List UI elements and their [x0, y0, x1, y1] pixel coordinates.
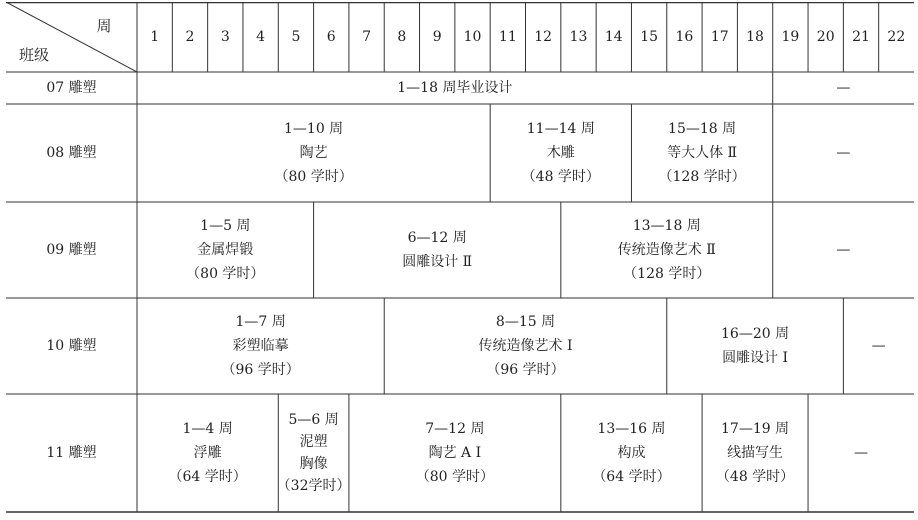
course-block-text: 7—12 周 [425, 421, 485, 437]
course-block-text: （128 学时） [658, 169, 746, 185]
course-block-text: 1—7 周 [235, 314, 286, 330]
course-block-text: 1—5 周 [200, 218, 251, 234]
week-number: 4 [256, 29, 266, 45]
week-number: 20 [816, 29, 835, 45]
week-number: 22 [887, 29, 906, 45]
course-block-text: （80 学时） [186, 266, 265, 282]
course-block-text: （128 学时） [623, 266, 711, 282]
course-schedule-table [6, 2, 914, 513]
course-block-text: 15—18 周 [668, 121, 737, 137]
course-block-text: 陶艺 [299, 145, 328, 161]
course-block-text: 陶艺 A Ⅰ [428, 445, 482, 461]
course-block-text: 构成 [617, 445, 646, 461]
week-number: 16 [675, 29, 694, 45]
week-number: 6 [326, 29, 336, 45]
week-number: 9 [432, 29, 442, 45]
week-number: 8 [397, 29, 407, 45]
week-number: 18 [746, 29, 764, 45]
course-block-text: （48 学时） [521, 169, 600, 185]
course-block-text: 圆雕设计 Ⅰ [722, 350, 789, 366]
course-block-text: （96 学时） [221, 362, 300, 378]
week-number: 1 [150, 29, 160, 45]
course-block-text: 等大人体 Ⅱ [667, 145, 738, 161]
week-number: 10 [463, 29, 482, 45]
course-block-text: （64 学时） [168, 469, 247, 485]
no-course-dash: — [871, 338, 886, 354]
week-number: 14 [604, 29, 623, 45]
course-block-text: 1—18 周毕业设计 [397, 80, 513, 96]
course-block-text: （80 学时） [274, 169, 353, 185]
class-name: 07 雕塑 [46, 80, 97, 96]
course-block-text: 金属焊锻 [197, 242, 254, 258]
course-block-text: 传统造像艺术 Ⅰ [478, 338, 573, 354]
no-course-dash: — [854, 445, 869, 461]
week-number: 21 [852, 29, 870, 45]
week-number: 13 [569, 29, 588, 45]
week-number: 12 [534, 29, 553, 45]
course-block-text: 泥塑 [299, 434, 328, 450]
course-block-text: 浮雕 [193, 445, 222, 461]
course-block-text: （96 学时） [486, 362, 565, 378]
course-block-text: （48 学时） [715, 469, 795, 485]
header-week-label: 周 [96, 17, 112, 35]
course-block-text: 8—15 周 [495, 314, 556, 330]
class-name: 11 雕塑 [46, 445, 97, 461]
class-name: 10 雕塑 [46, 338, 97, 354]
course-block-text: 木雕 [546, 145, 575, 161]
week-number: 7 [362, 29, 372, 45]
course-block-text: （32学时） [276, 478, 351, 494]
no-course-dash: — [836, 145, 851, 161]
course-block-text: 13—18 周 [632, 218, 701, 234]
course-block-text: 13—16 周 [597, 421, 666, 437]
week-number: 3 [220, 29, 230, 45]
course-block-text: 17—19 周 [721, 421, 790, 437]
course-block-text: 线描写生 [727, 445, 784, 461]
course-block-text: 彩塑临摹 [232, 338, 289, 354]
header-class-label: 班级 [18, 46, 50, 64]
course-block-text: 圆雕设计 Ⅱ [402, 254, 473, 270]
class-name: 08 雕塑 [46, 145, 97, 161]
course-block-text: 11—14 周 [526, 121, 595, 137]
course-block-text: 6—12 周 [407, 230, 467, 246]
week-number: 5 [291, 29, 301, 45]
course-block-text: 1—10 周 [284, 121, 344, 137]
week-number: 17 [710, 29, 729, 45]
course-block-text: 1—4 周 [182, 421, 233, 437]
no-course-dash: — [836, 242, 851, 258]
course-block-text: （80 学时） [415, 469, 494, 485]
week-number: 11 [498, 29, 517, 45]
course-block-text: 胸像 [299, 456, 328, 472]
course-block-text: 传统造像艺术 Ⅱ [617, 242, 716, 258]
class-name: 09 雕塑 [46, 242, 97, 258]
course-block-text: 16—20 周 [721, 326, 790, 342]
week-number: 15 [640, 29, 659, 45]
course-block-text: 5—6 周 [288, 412, 339, 428]
week-number: 2 [185, 29, 195, 45]
course-block-text: （64 学时） [592, 469, 671, 485]
no-course-dash: — [836, 80, 851, 96]
week-number: 19 [781, 29, 800, 45]
